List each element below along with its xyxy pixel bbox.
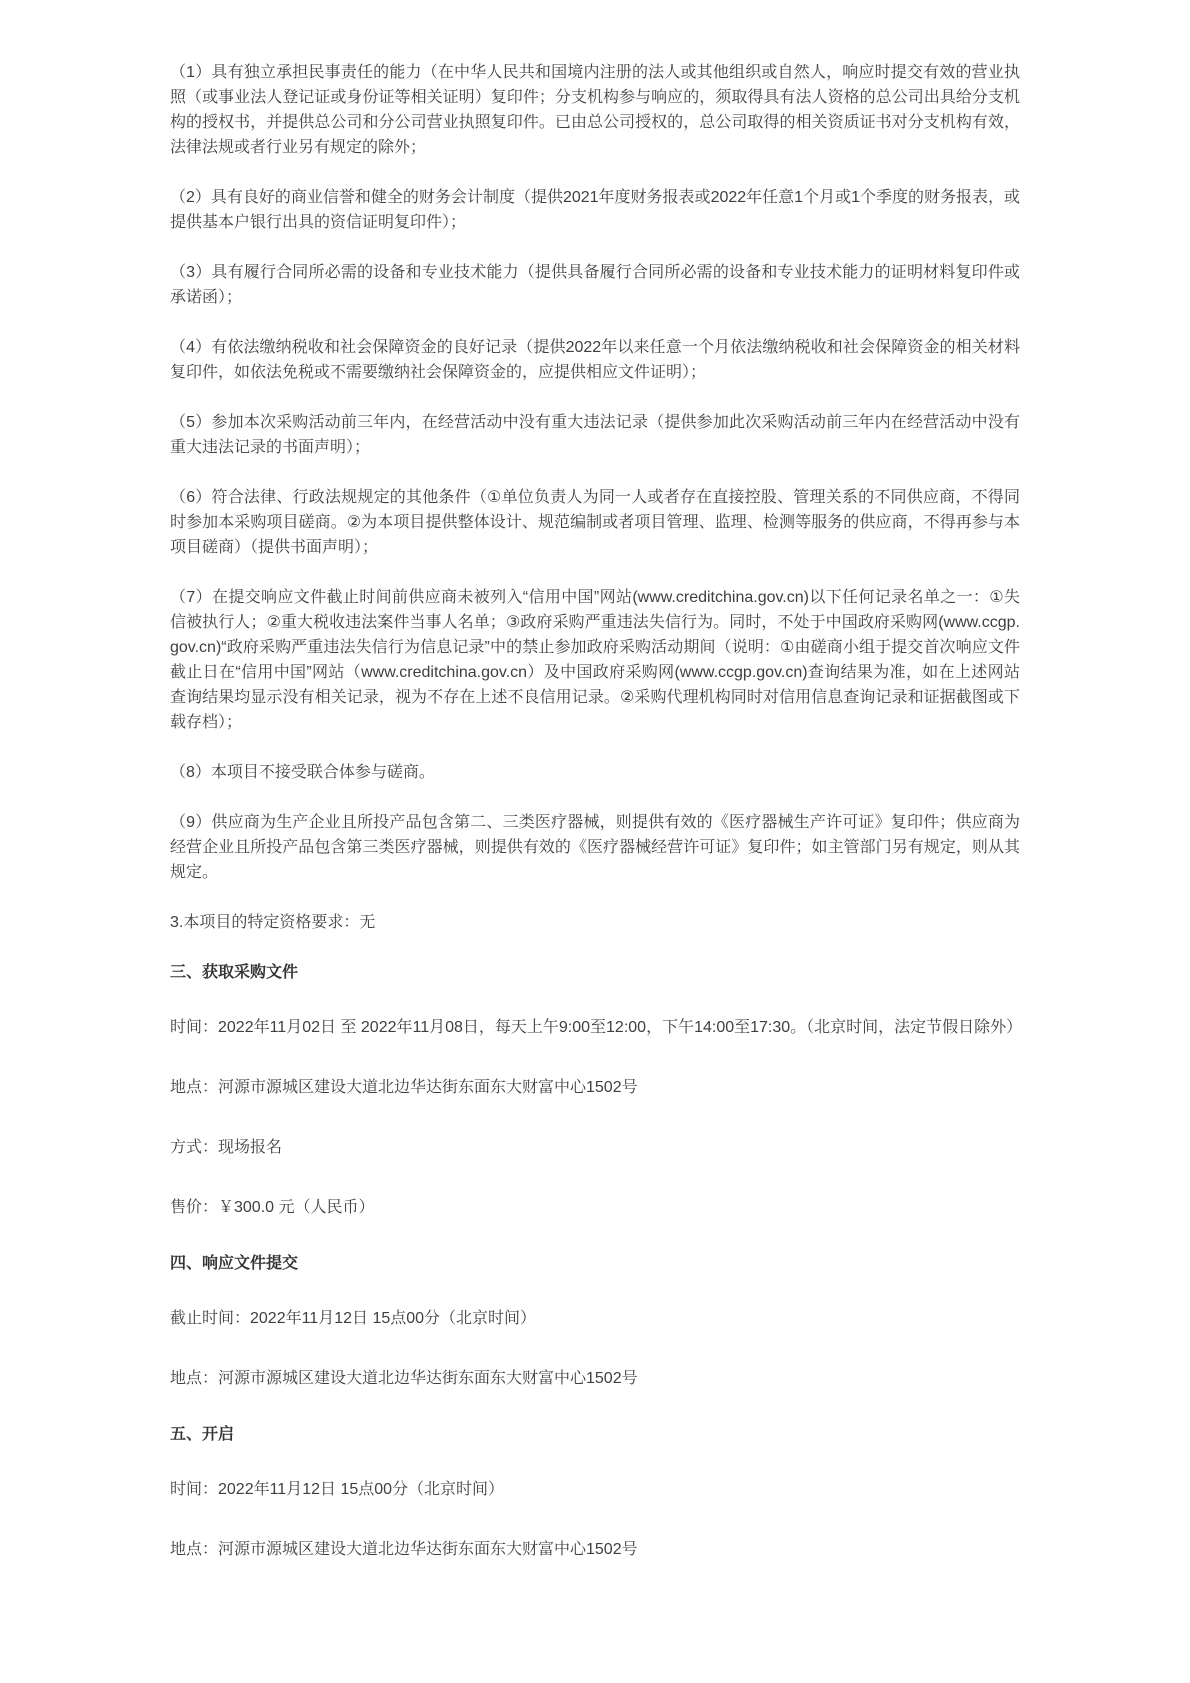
qualification-clause-9: （9）供应商为生产企业且所投产品包含第二、三类医疗器械，则提供有效的《医疗器械生产许可证》复印件；供应商为经营企业且所投产品包含第三类医疗器械，则提供有效的《医疗器械经营许可证》复印件；如主管部门另有规定，则从其规定。 (170, 814, 1020, 881)
obtain-documents-price: 售价：￥300.0 元（人民币） (170, 1199, 375, 1216)
qualification-clause-5: （5）参加本次采购活动前三年内，在经营活动中没有重大违法记录（提供参加此次采购活动前三年内在经营活动中没有重大违法记录的书面声明）； (170, 414, 1020, 456)
opening-location: 地点：河源市源城区建设大道北边华达街东面东大财富中心1502号 (170, 1541, 638, 1558)
section-heading-opening: 五、开启 (170, 1426, 235, 1443)
qualification-clause-4: （4）有依法缴纳税收和社会保障资金的良好记录（提供2022年以来任意一个月依法缴纳税收和社会保障资金的相关材料复印件，如依法免税或不需要缴纳社会保障资金的，应提供相应文件证明）； (170, 339, 1020, 381)
submission-deadline: 截止时间：2022年11月12日 15点00分（北京时间） (170, 1310, 537, 1327)
opening-time: 时间：2022年11月12日 15点00分（北京时间） (170, 1481, 505, 1498)
obtain-documents-method: 方式：现场报名 (170, 1139, 283, 1156)
qualification-clause-8: （8）本项目不接受联合体参与磋商。 (170, 764, 435, 781)
qualification-clause-6: （6）符合法律、行政法规规定的其他条件（①单位负责人为同一人或者存在直接控股、管理关系的不同供应商，不得同时参加本采购项目磋商。②为本项目提供整体设计、规范编制或者项目管理、监理、检测等服务的供应商，不得再参与本项目磋商）（提供书面声明）； (170, 489, 1020, 556)
section-heading-response-document-submission: 四、响应文件提交 (170, 1255, 299, 1272)
procurement-announcement-document (170, 0, 1023, 1653)
submission-location: 地点：河源市源城区建设大道北边华达街东面东大财富中心1502号 (170, 1370, 638, 1387)
qualification-clause-2: （2）具有良好的商业信誉和健全的财务会计制度（提供2021年度财务报表或2022年任意1个月或1个季度的财务报表，或提供基本户银行出具的资信证明复印件）； (170, 189, 1020, 231)
obtain-documents-location: 地点：河源市源城区建设大道北边华达街东面东大财富中心1502号 (170, 1079, 638, 1096)
specific-qualification-note: 3.本项目的特定资格要求：无 (170, 914, 376, 931)
qualification-clause-3: （3）具有履行合同所必需的设备和专业技术能力（提供具备履行合同所必需的设备和专业技术能力的证明材料复印件或承诺函）； (170, 264, 1020, 306)
section-heading-obtain-procurement-documents: 三、获取采购文件 (170, 964, 299, 981)
obtain-documents-time: 时间：2022年11月02日 至 2022年11月08日，每天上午9:00至12:00，下午14:00至17:30。（北京时间，法定节假日除外） (170, 1019, 1023, 1036)
qualification-clause-7: （7）在提交响应文件截止时间前供应商未被列入“信用中国”网站(www.creditchina.gov.cn)以下任何记录名单之一：①失信被执行人；②重大税收违法案件当事人名单；③政府采购严重违法失信行为。同时，不处于中国政府采购网(www.ccgp.gov.cn)“政府采购严重违法失信行为信息记录”中的禁止参加政府采购活动期间（说明：①由磋商小组于提交首次响应文件截止日在“信用中国”网站（www.creditchina.gov.cn）及中国政府采购网(www.ccgp.gov.cn)查询结果为准，如在上述网站查询结果均显示没有相关记录，视为不存在上述不良信用记录。②采购代理机构同时对信用信息查询记录和证据截图或下载存档）； (170, 589, 1020, 731)
qualification-clause-1: （1）具有独立承担民事责任的能力（在中华人民共和国境内注册的法人或其他组织或自然人，响应时提交有效的营业执照（或事业法人登记证或身份证等相关证明）复印件；分支机构参与响应的，须取得具有法人资格的总公司出具给分支机构的授权书，并提供总公司和分公司营业执照复印件。已由总公司授权的，总公司取得的相关资质证书对分支机构有效，法律法规或者行业另有规定的除外； (170, 64, 1020, 156)
